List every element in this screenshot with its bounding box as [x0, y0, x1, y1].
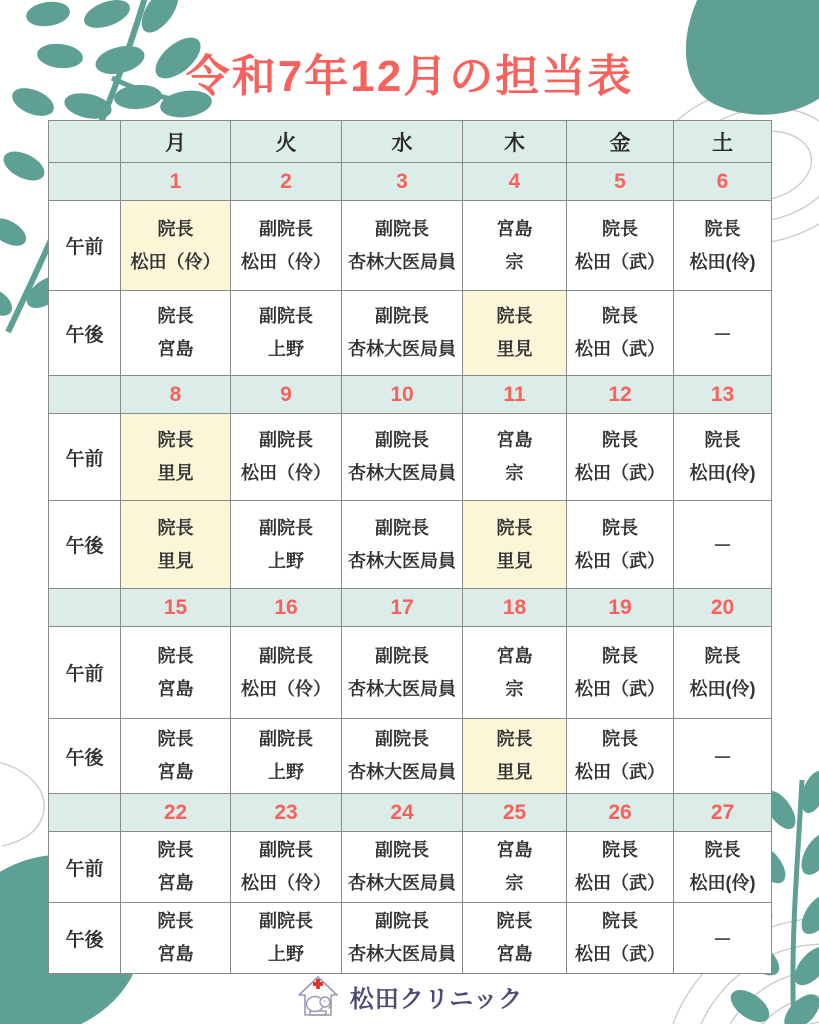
roster-cell-closed: －: [674, 719, 772, 794]
staff-name: 宮島: [157, 339, 194, 359]
staff-name: 宮島: [157, 944, 194, 964]
staff-name: 松田(伶): [689, 251, 756, 272]
staff-name: 里見: [496, 762, 533, 782]
staff-role: 宮島: [496, 218, 533, 239]
clinic-name: 松田クリニック: [349, 985, 524, 1013]
staff-role: 院長: [704, 218, 741, 239]
roster-cell: [121, 201, 231, 291]
roster-cell: [342, 414, 463, 501]
roster-cell: [674, 414, 772, 501]
staff-role: 院長: [496, 517, 533, 538]
staff-role: 副院長: [259, 645, 313, 666]
date-row-label-cell: [49, 794, 121, 832]
date-cell: 5: [567, 163, 674, 201]
roster-cell: [342, 627, 463, 719]
staff-role: 副院長: [375, 645, 429, 666]
time-label-am: 午前: [49, 201, 121, 291]
staff-name: 上野: [268, 550, 304, 571]
date-cell: 2: [231, 163, 342, 201]
date-cell: 10: [342, 376, 463, 414]
staff-role: 副院長: [259, 517, 313, 538]
roster-cell: [342, 291, 463, 376]
roster-cell: [231, 501, 342, 589]
staff-role: 副院長: [375, 911, 429, 931]
roster-cell: [463, 832, 567, 903]
date-cell: 15: [121, 589, 231, 627]
time-label-pm: 午後: [49, 903, 121, 974]
staff-role: 院長: [157, 517, 194, 538]
roster-cell: [567, 627, 674, 719]
staff-role: 宮島: [496, 840, 533, 860]
day-header: 木: [463, 121, 567, 163]
staff-role: 院長: [157, 911, 194, 931]
staff-name: 宗: [505, 251, 524, 272]
staff-role: 院長: [157, 218, 194, 239]
roster-cell: [231, 832, 342, 903]
staff-role: 院長: [496, 911, 533, 931]
roster-cell: [674, 201, 772, 291]
time-label-pm: 午後: [49, 501, 121, 589]
staff-role: 院長: [704, 840, 741, 860]
staff-name: 上野: [268, 762, 304, 782]
staff-role: 副院長: [375, 306, 429, 326]
date-cell: 25: [463, 794, 567, 832]
roster-table: [48, 120, 772, 974]
time-label-am: 午前: [49, 627, 121, 719]
staff-role: 副院長: [259, 218, 313, 239]
staff-role: 院長: [602, 645, 638, 666]
roster-cell: [567, 719, 674, 794]
staff-name: 松田（武）: [575, 550, 665, 571]
roster-cell: [121, 903, 231, 974]
staff-role: 院長: [157, 645, 194, 666]
date-cell: 9: [231, 376, 342, 414]
date-cell: 23: [231, 794, 342, 832]
roster-cell: [342, 719, 463, 794]
footer: [0, 974, 819, 1018]
roster-cell-closed: －: [674, 501, 772, 589]
day-header: 火: [231, 121, 342, 163]
time-label-am: 午前: [49, 414, 121, 501]
date-cell: 11: [463, 376, 567, 414]
date-cell: 27: [674, 794, 772, 832]
staff-name: 杏林大医局員: [348, 678, 456, 699]
date-cell: 12: [567, 376, 674, 414]
roster-cell: [121, 501, 231, 589]
time-label-am: 午前: [49, 832, 121, 903]
staff-name: 宗: [505, 678, 524, 699]
staff-name: 杏林大医局員: [348, 873, 456, 893]
staff-name: 松田(伶): [689, 873, 756, 893]
staff-name: 松田（武）: [575, 463, 665, 483]
roster-cell: [463, 291, 567, 376]
roster-cell: [342, 501, 463, 589]
roster-cell: [567, 832, 674, 903]
staff-name: 杏林大医局員: [348, 550, 456, 571]
date-cell: 13: [674, 376, 772, 414]
roster-cell: [674, 832, 772, 903]
staff-name: 上野: [268, 339, 304, 359]
roster-cell: [567, 291, 674, 376]
date-cell: 20: [674, 589, 772, 627]
roster-cell: [342, 201, 463, 291]
staff-name: 杏林大医局員: [348, 944, 456, 964]
roster-table-body: [49, 121, 772, 974]
staff-name: 松田（武）: [575, 944, 665, 964]
date-cell: 26: [567, 794, 674, 832]
staff-name: 松田（伶）: [241, 678, 331, 699]
staff-role: 副院長: [375, 729, 429, 749]
staff-role: 副院長: [259, 729, 313, 749]
roster-cell-closed: －: [674, 291, 772, 376]
staff-name: 松田（武）: [575, 339, 665, 359]
contour-line-bottom-left: [0, 760, 44, 846]
date-cell: 4: [463, 163, 567, 201]
staff-role: 副院長: [259, 306, 313, 326]
staff-role: 院長: [704, 430, 741, 450]
staff-name: 宗: [505, 873, 524, 893]
date-cell: 1: [121, 163, 231, 201]
clinic-house-elephant-logo-icon: [296, 974, 340, 1018]
staff-role: 院長: [157, 430, 194, 450]
page-title: 令和7年12月の担当表: [185, 52, 634, 101]
roster-cell: [121, 291, 231, 376]
roster-cell: [463, 201, 567, 291]
date-cell: 6: [674, 163, 772, 201]
corner-cell: [49, 121, 121, 163]
staff-name: 里見: [157, 550, 194, 571]
staff-name: 宮島: [157, 873, 194, 893]
staff-role: 副院長: [375, 430, 429, 450]
staff-role: 副院長: [259, 840, 313, 860]
staff-name: 宮島: [157, 762, 194, 782]
day-header: 水: [342, 121, 463, 163]
date-cell: 18: [463, 589, 567, 627]
roster-cell: [231, 291, 342, 376]
staff-name: 松田(伶): [689, 678, 756, 699]
staff-name: 里見: [496, 339, 533, 359]
roster-cell: [121, 719, 231, 794]
date-cell: 22: [121, 794, 231, 832]
roster-cell: [231, 201, 342, 291]
roster-cell: [342, 832, 463, 903]
staff-name: 宮島: [157, 678, 194, 699]
staff-role: 院長: [602, 306, 638, 326]
staff-name: 松田（伶）: [130, 251, 221, 272]
date-cell: 3: [342, 163, 463, 201]
roster-cell: [463, 627, 567, 719]
staff-name: 松田（伶）: [241, 251, 331, 272]
staff-role: 院長: [157, 306, 194, 326]
roster-cell: [463, 414, 567, 501]
day-header: 月: [121, 121, 231, 163]
time-label-pm: 午後: [49, 719, 121, 794]
date-row-label-cell: [49, 163, 121, 201]
roster-cell: [231, 719, 342, 794]
staff-name: 上野: [268, 944, 304, 964]
staff-name: 宗: [505, 463, 524, 483]
staff-role: 院長: [496, 306, 533, 326]
time-label-pm: 午後: [49, 291, 121, 376]
date-cell: 24: [342, 794, 463, 832]
roster-cell: [121, 627, 231, 719]
date-cell: 19: [567, 589, 674, 627]
staff-role: 院長: [496, 729, 533, 749]
roster-cell: [463, 903, 567, 974]
staff-role: 宮島: [496, 430, 533, 450]
staff-role: 院長: [602, 430, 638, 450]
roster-cell: [463, 719, 567, 794]
roster-cell: [231, 627, 342, 719]
date-row-label-cell: [49, 376, 121, 414]
staff-role: 副院長: [375, 218, 429, 239]
staff-role: 院長: [157, 840, 194, 860]
staff-role: 副院長: [259, 911, 313, 931]
roster-cell: [567, 501, 674, 589]
staff-role: 副院長: [375, 517, 429, 538]
roster-cell-closed: －: [674, 903, 772, 974]
staff-name: 松田（武）: [575, 762, 665, 782]
staff-name: 松田（伶）: [241, 873, 331, 893]
staff-name: 杏林大医局員: [348, 762, 456, 782]
roster-cell: [567, 903, 674, 974]
staff-role: 院長: [157, 729, 194, 749]
day-header: 土: [674, 121, 772, 163]
staff-role: 院長: [602, 911, 638, 931]
staff-role: 副院長: [375, 840, 429, 860]
staff-role: 院長: [704, 645, 741, 666]
roster-cell: [463, 501, 567, 589]
roster-cell: [231, 414, 342, 501]
day-header: 金: [567, 121, 674, 163]
staff-name: 杏林大医局員: [348, 339, 456, 359]
roster-cell: [567, 414, 674, 501]
roster-cell: [567, 201, 674, 291]
staff-name: 杏林大医局員: [348, 463, 456, 483]
staff-role: 副院長: [259, 430, 313, 450]
staff-name: 松田（武）: [575, 251, 665, 272]
roster-cell: [121, 414, 231, 501]
roster-cell: [231, 903, 342, 974]
staff-name: 松田(伶): [689, 463, 756, 483]
date-cell: 17: [342, 589, 463, 627]
staff-role: 宮島: [496, 645, 533, 666]
staff-role: 院長: [602, 729, 638, 749]
roster-cell: [674, 627, 772, 719]
date-row-label-cell: [49, 589, 121, 627]
roster-cell: [121, 832, 231, 903]
date-cell: 16: [231, 589, 342, 627]
staff-name: 松田（伶）: [241, 463, 331, 483]
staff-role: 院長: [602, 840, 638, 860]
staff-role: 院長: [602, 218, 638, 239]
staff-name: 宮島: [496, 944, 533, 964]
staff-name: 松田（武）: [575, 873, 665, 893]
staff-name: 杏林大医局員: [348, 251, 456, 272]
staff-role: 院長: [602, 517, 638, 538]
staff-name: 里見: [496, 550, 533, 571]
staff-name: 里見: [157, 463, 194, 483]
roster-cell: [342, 903, 463, 974]
staff-name: 松田（武）: [575, 678, 665, 699]
date-cell: 8: [121, 376, 231, 414]
